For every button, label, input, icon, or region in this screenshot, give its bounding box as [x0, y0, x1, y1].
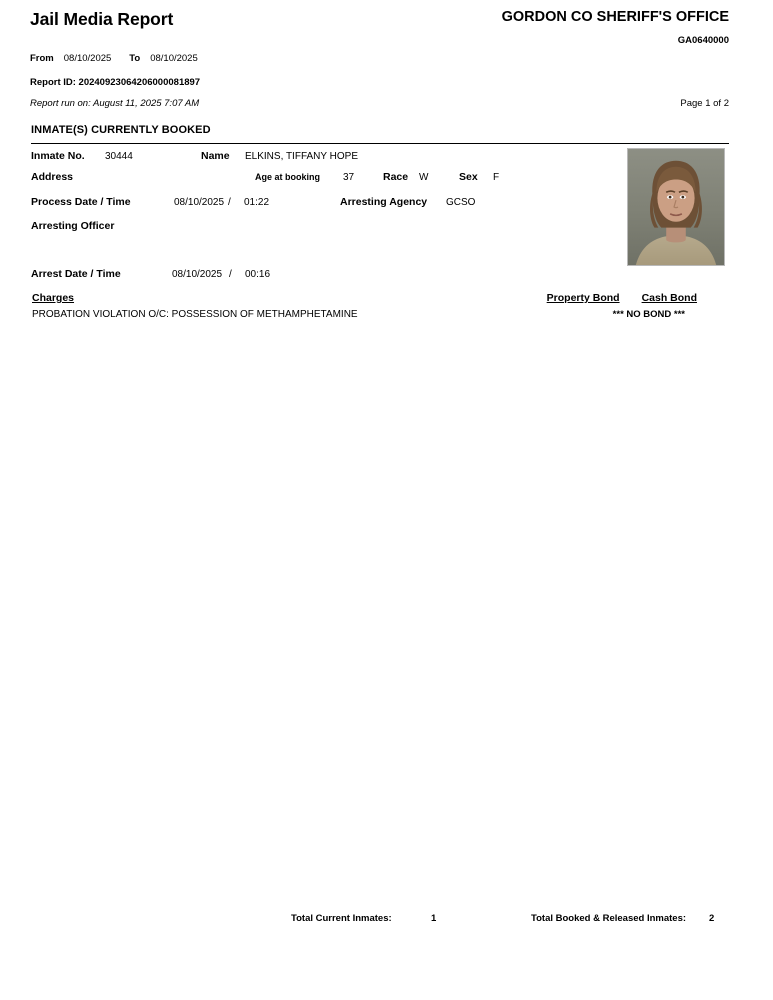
race-value: W — [419, 171, 429, 183]
to-value: 08/10/2025 — [150, 52, 198, 64]
page-number: Page 1 of 2 — [680, 97, 729, 109]
report-id: Report ID: 20240923064206000081897 — [30, 76, 201, 88]
from-label: From — [30, 52, 54, 64]
bond-headers — [547, 292, 729, 304]
name-label: Name — [201, 149, 230, 162]
arrest-separator: / — [229, 268, 232, 280]
race-label: Race — [383, 170, 409, 183]
bond-status: *** NO BOND *** — [612, 308, 685, 320]
inmate-demographics-row — [31, 171, 729, 183]
agency-block — [502, 10, 729, 46]
total-booked-released-value: 2 — [709, 913, 715, 924]
totals-row — [0, 913, 729, 924]
sex-value: F — [493, 171, 500, 183]
agency-name: GORDON CO SHERIFF'S OFFICE — [501, 9, 729, 25]
charges-header: Charges — [32, 291, 75, 304]
process-time-value: 01:22 — [244, 196, 270, 208]
total-current-group — [291, 913, 531, 924]
total-current-label: Total Current Inmates: — [291, 913, 392, 924]
process-separator: / — [228, 196, 231, 208]
arresting-agency-label: Arresting Agency — [340, 195, 428, 208]
arresting-officer-row — [31, 216, 729, 234]
process-date-value: 08/10/2025 — [174, 196, 225, 208]
process-row — [31, 196, 729, 208]
cash-bond-header: Cash Bond — [641, 291, 697, 304]
age-at-booking-label: Age at booking — [255, 171, 320, 182]
inmate-no-value: 30444 — [105, 150, 133, 162]
report-run-on: Report run on: August 11, 2025 7:07 AM — [30, 97, 200, 109]
mugshot-image — [627, 148, 725, 266]
report-header — [28, 10, 729, 46]
agency-ori: GA0640000 — [677, 34, 729, 46]
to-label: To — [129, 52, 141, 64]
mugshot-graphic — [628, 149, 724, 265]
arresting-officer-label: Arresting Officer — [31, 219, 115, 232]
arrest-row — [31, 268, 729, 280]
address-label: Address — [31, 170, 74, 183]
name-value: ELKINS, TIFFANY HOPE — [245, 150, 358, 162]
inmate-no-label: Inmate No. — [31, 149, 85, 162]
arresting-agency-value: GCSO — [446, 196, 476, 208]
date-range — [28, 53, 729, 64]
charge-description: PROBATION VIOLATION O/C: POSSESSION OF METHAMPHETAMINE — [32, 308, 358, 320]
process-datetime-label: Process Date / Time — [31, 195, 131, 208]
charge-row — [31, 309, 729, 320]
age-at-booking-value: 37 — [343, 171, 355, 183]
property-bond-header: Property Bond — [546, 291, 620, 304]
arrest-date-value: 08/10/2025 — [172, 268, 223, 280]
arrest-datetime-label: Arrest Date / Time — [31, 267, 121, 280]
charges-header-row — [31, 292, 729, 304]
sex-label: Sex — [459, 170, 478, 183]
total-current-value: 1 — [431, 913, 437, 924]
inmate-record — [31, 144, 729, 320]
run-info-row — [28, 98, 729, 109]
from-value: 08/10/2025 — [63, 52, 112, 64]
total-booked-released-group — [531, 913, 729, 924]
total-booked-released-label: Total Booked & Released Inmates: — [531, 913, 687, 924]
arrest-time-value: 00:16 — [245, 268, 271, 280]
page-title: Jail Media Report — [30, 9, 174, 29]
inmate-identity-row — [31, 144, 729, 162]
section-title: INMATE(S) CURRENTLY BOOKED — [31, 123, 211, 136]
